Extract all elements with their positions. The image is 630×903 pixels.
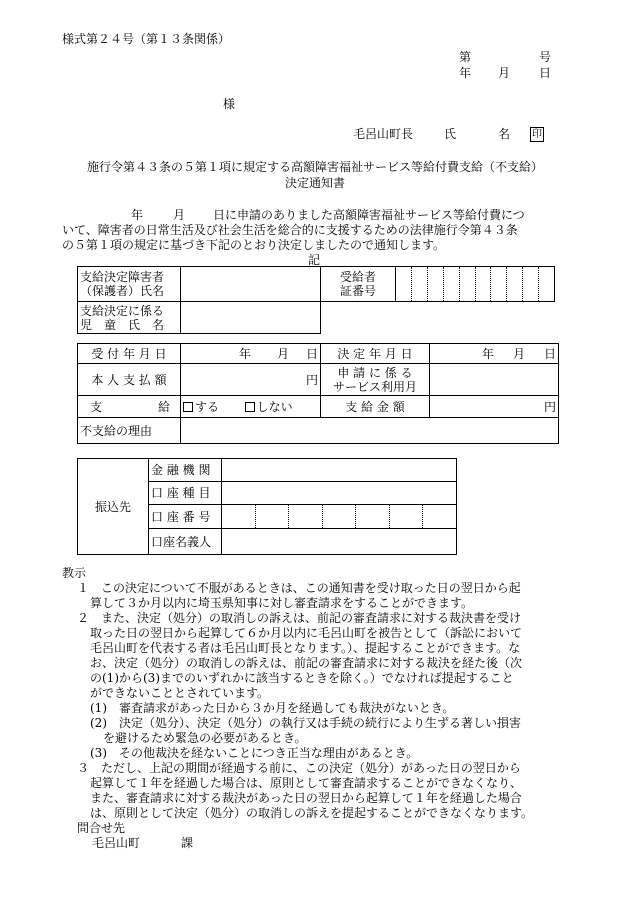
note3-c: また、審査請求に対する裁決があった日の翌日から起算して１年を経過した場合 [90,791,522,805]
child-name-field[interactable] [181,302,321,334]
doc-title-line1: 施行令第４３条の５第１項に規定する高額障害福祉サービス等給付費支給（不支給） [86,160,543,174]
date-year-label: 年 [459,66,472,80]
self-pay-label: 本 人 支 払 額 [78,364,181,396]
note1-a: １ この決定について不服があるときは、この通知書を受け取った日の翌日から起 [77,581,521,595]
note2-a: ２ また、決定（処分）の取消しの訴えは、前記の審査請求に対する裁決書を受け [77,611,522,625]
note2-e: の(1)から(3)までのいずれかに該当するときを除く。）でなければ提起すること [90,671,514,685]
intro-line3: の５第１項の規定に基づき下記のとおり決定しましたので通知します。 [62,238,446,252]
decision-date-label: 決 定 年 月 日 [321,344,430,364]
reason-field[interactable] [181,418,559,444]
number-label-go: 号 [539,50,552,64]
applicant-name-field[interactable] [181,267,321,302]
contact-label: 問合せ先 [77,821,126,835]
payment-label: 支 給 [78,396,181,418]
note2-f: ができないこととされています。 [90,686,270,700]
form-number: 様式第２４号（第１３条関係） [62,32,231,46]
sub2-b: を避けるため緊急の必要があるとき。 [103,731,307,745]
payment-amount-field[interactable]: 円 [430,396,559,418]
account-no-label: 口 座 番 号 [149,505,222,529]
date-month-label: 月 [498,66,511,80]
bank-field[interactable] [222,459,457,482]
number-label-dai: 第 [459,50,472,64]
payment-amount-label: 支 給 金 額 [321,396,430,418]
doc-title-line2: 決定通知書 [284,176,345,190]
sub3: (3) その他裁決を経ないことにつき正当な理由があるとき。 [90,746,419,760]
note1-b: 算して３か月以内に埼玉県知事に対し審査請求をすることができます。 [90,596,474,610]
bank-table [77,458,457,555]
account-no-field[interactable] [222,505,457,529]
child-name-label: 支給決定に係る 児 童 氏 名 [78,302,181,334]
receipt-date-label: 受 付 年 月 日 [78,344,181,364]
date-day-label: 日 [539,66,552,80]
decision-table [77,343,559,444]
contact-ka: 課 [181,836,194,850]
reason-label: 不支給の理由 [78,418,181,444]
sub2-a: (2) 決定（処分）、決定（処分）の執行又は手続の続行により生ずる著しい損害 [90,716,522,730]
account-name-label: 口座名義人 [149,529,222,555]
service-month-field[interactable] [430,364,559,396]
account-type-field[interactable] [222,482,457,505]
applicant-table [77,266,555,334]
addressee-sama: 様 [223,97,236,111]
self-pay-field[interactable]: 円 [181,364,321,396]
intro-line2: いて、障害者の日常生活及び社会生活を総合的に支援するための法律施行令第４３条 [62,223,518,237]
shinai-checkbox[interactable] [245,402,255,412]
note3-a: ３ ただし、上記の期間が経過する前に、この決定（処分）があった日の翌日から [77,761,521,775]
furikomi-label: 振込先 [78,459,149,555]
notes-heading: 教示 [62,566,87,580]
suru-checkbox[interactable] [183,402,193,412]
issuer-name-mei: 名 [498,127,511,141]
seal-mark: 印 [532,129,542,140]
note2-b: 取った日の翌日から起算して６か月以内に毛呂山町を被告として（訴訟において [90,626,523,640]
ki-label: 記 [308,253,321,267]
sub1: (1) 審査請求があった日から３か月を経過しても裁決がないとき。 [90,701,455,715]
bank-label: 金 融 機 関 [149,459,222,482]
account-type-label: 口 座 種 目 [149,482,222,505]
payment-choice: する しない [181,396,321,418]
issuer-title: 毛呂山町長 [353,127,414,141]
note2-c: 毛呂山町を代表する者は毛呂山町長となります。）、提起することができます。な [90,641,521,655]
service-month-label: 申 請 に 係 る サービス利用月 [321,364,430,396]
intro-line1: 日に申請のありました高額障害福祉サービス等給付費につ [213,208,525,222]
note2-d: お、決定（処分）の取消しの訴えは、前記の審査請求に対する裁決を経た後（次 [90,656,523,670]
contact-town: 毛呂山町 [92,836,141,850]
intro-year: 年 [131,208,144,222]
decision-date-field[interactable]: 年 月 日 [430,344,559,364]
intro-month: 月 [173,208,186,222]
receipt-date-field[interactable]: 年 月 日 [181,344,321,364]
note3-d: は、原則として決定（処分）の取消しの訴えを提起することができなくなります。 [90,806,534,820]
recipient-no-label: 受給者 証番号 [321,267,396,302]
note3-b: 起算して１年を経過した場合は、原則として審査請求することができなくなり、 [90,776,523,790]
applicant-name-label: 支給決定障害者 （保護者）氏名 [78,267,181,302]
account-name-field[interactable] [222,529,457,555]
issuer-name-shi: 氏 [444,127,457,141]
recipient-no-field[interactable] [396,267,555,302]
